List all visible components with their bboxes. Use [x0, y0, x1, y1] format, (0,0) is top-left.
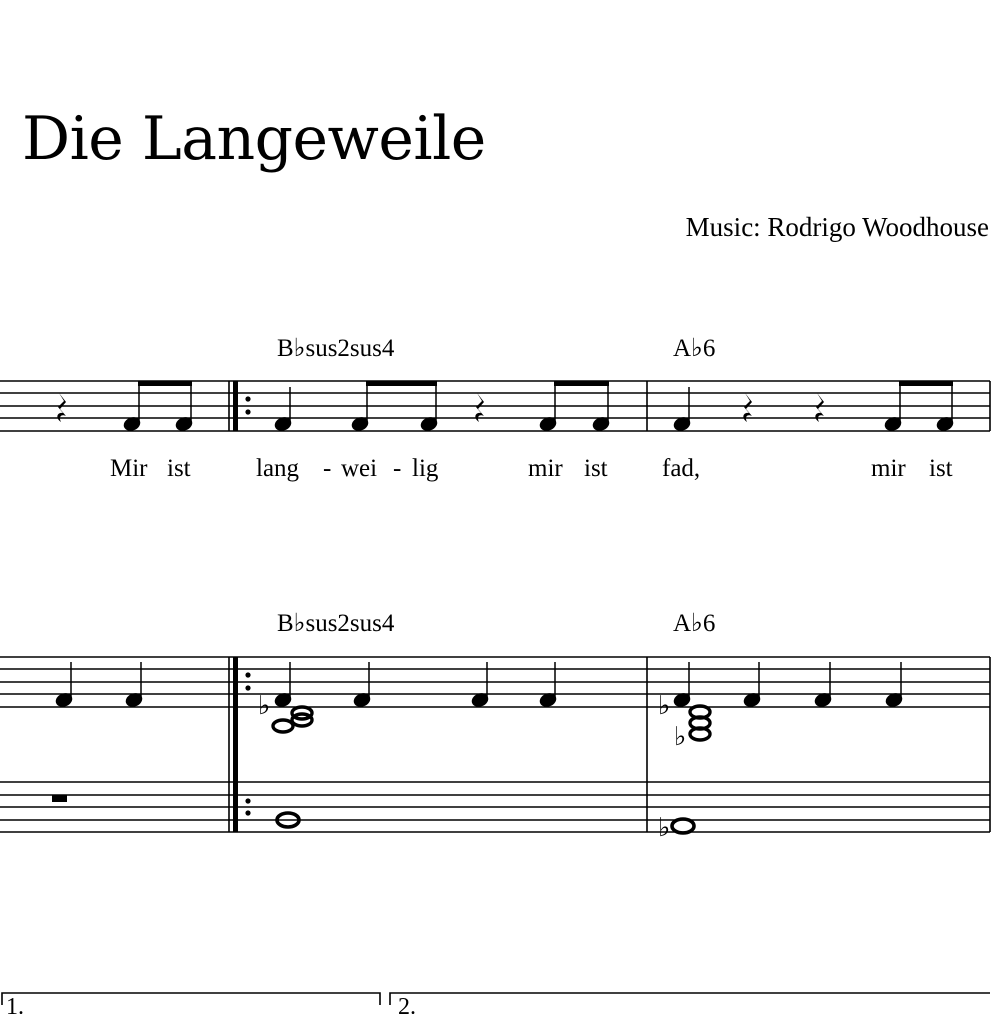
chord-symbol: B♭sus2sus4	[277, 610, 395, 637]
staff-system-2-lower	[0, 782, 990, 832]
lyric-syllable: lang	[256, 455, 300, 482]
repeat-barline	[233, 381, 238, 431]
svg-text:♭: ♭	[674, 722, 687, 752]
lyric-syllable: wei	[341, 455, 378, 482]
repeat-barline	[233, 657, 238, 832]
staff-system-1	[0, 381, 990, 431]
lyric-syllable: ist	[929, 455, 953, 482]
lyric-syllable: mir	[528, 455, 563, 482]
svg-text:♭: ♭	[258, 691, 271, 721]
lyric-syllable: fad,	[662, 455, 701, 482]
lyric-syllable: ist	[167, 455, 191, 482]
chord-symbol: A♭6	[673, 335, 716, 362]
volta-brackets	[2, 993, 990, 1005]
lyric-syllable: Mir	[110, 455, 148, 482]
lyric-hyphen: -	[323, 455, 332, 482]
notes-system-2-lower	[52, 795, 694, 843]
composer-credit: Music: Rodrigo Woodhouse	[685, 212, 989, 242]
whole-rest	[52, 795, 67, 802]
volta-label: 2.	[398, 994, 416, 1020]
staff-system-2-upper	[0, 657, 990, 707]
chord-symbol: B♭sus2sus4	[277, 335, 395, 362]
svg-text:♭: ♭	[658, 691, 671, 721]
notes-system-1	[122, 381, 954, 433]
song-title: Die Langeweile	[22, 104, 486, 174]
lyric-syllable: lig	[412, 455, 439, 482]
lyric-syllable: mir	[871, 455, 906, 482]
chord-symbol: A♭6	[673, 610, 716, 637]
volta-label: 1.	[6, 994, 24, 1020]
lyric-syllable: ist	[584, 455, 608, 482]
svg-text:♭: ♭	[658, 813, 671, 843]
lyric-hyphen: -	[393, 455, 402, 482]
